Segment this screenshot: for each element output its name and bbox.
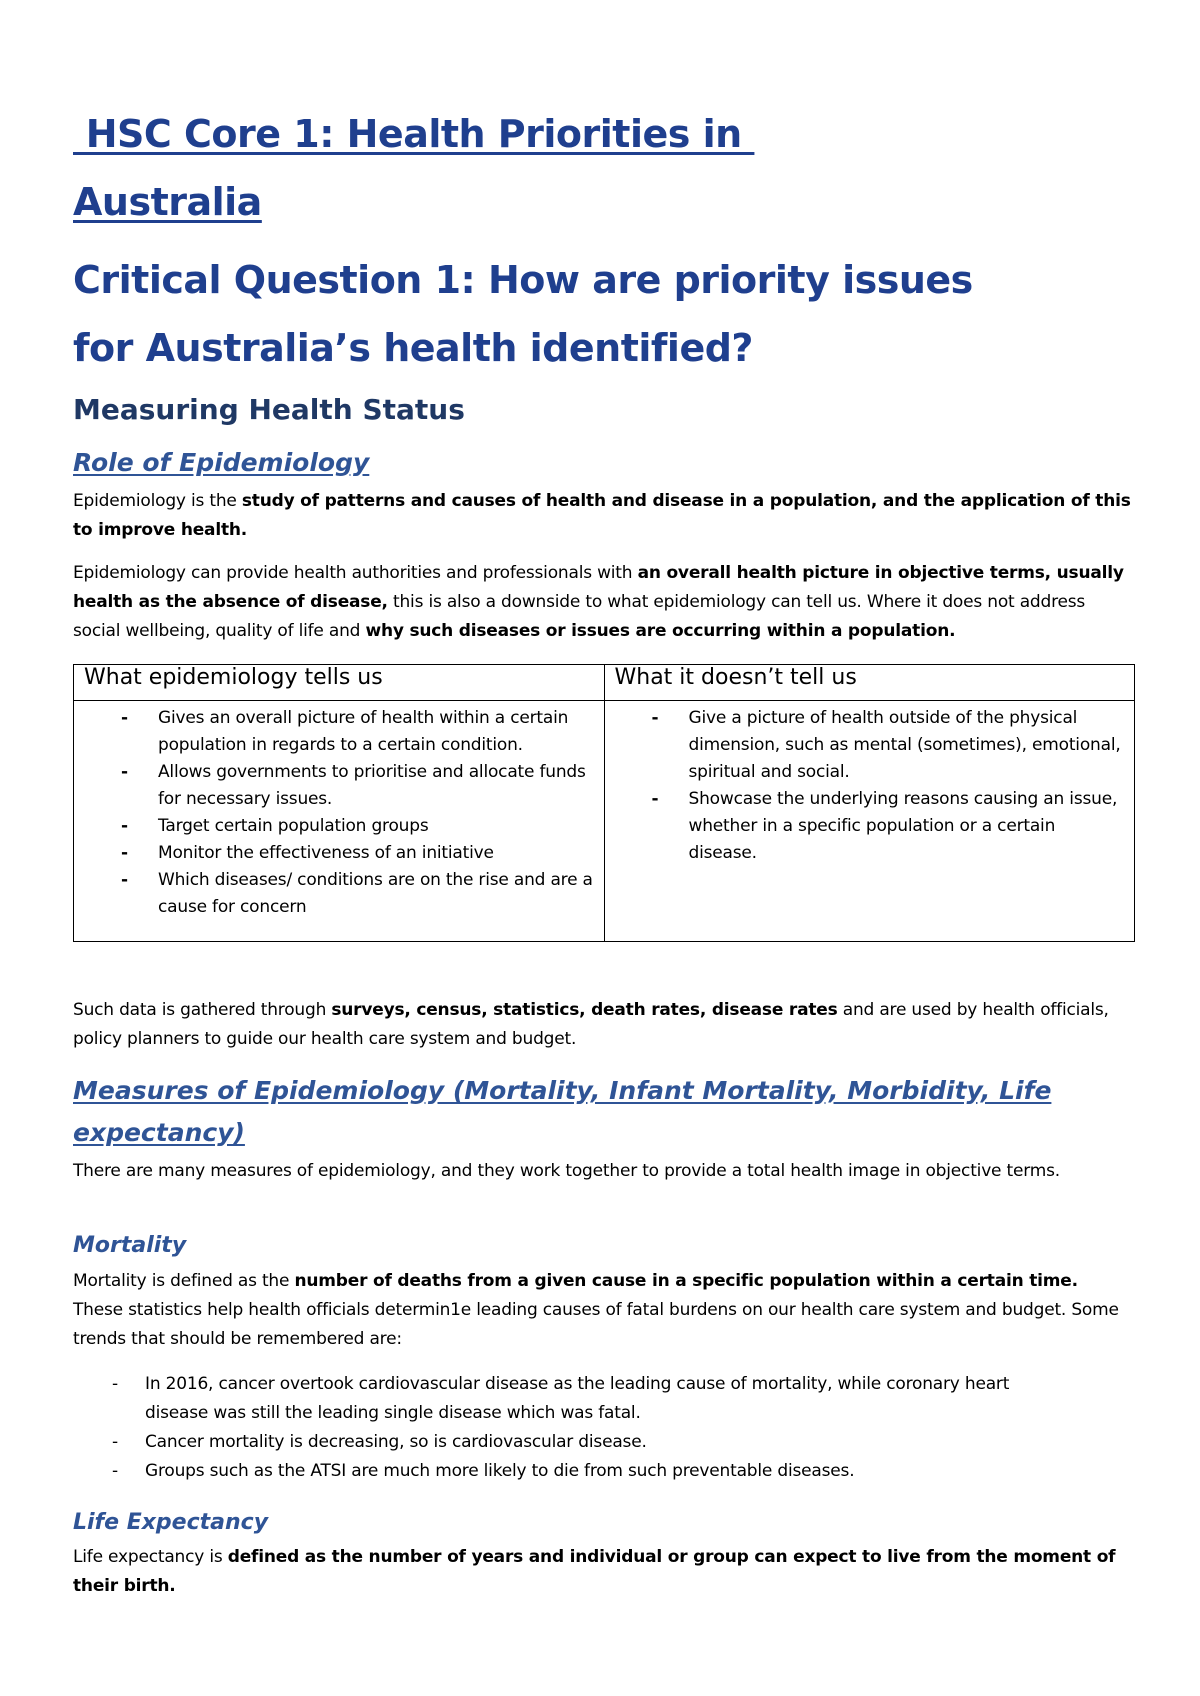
title-line-2: Australia [73,180,262,224]
role-definition [73,487,1133,545]
document-title [73,100,754,236]
text: Mortality is defined as the [73,1271,295,1291]
epidemiology-table [73,664,1135,942]
bold-text: study of patterns and causes of health and disease in a population, and the application of this to improve health. [73,491,1131,540]
bold-text: why such diseases or issues are occurring within a population. [365,621,956,641]
mortality-heading: Mortality [73,1233,187,1258]
measures-heading: Measures of Epidemiology (Mortality, Infant Mortality, Morbidity, Life expectancy) [73,1076,1052,1147]
list-item: - Gives an overall picture of health within a certain population in regards to a certain condition. [74,705,596,759]
list-item: - Cancer mortality is decreasing, so is cardiovascular disease. [73,1428,1073,1457]
section-heading: Measuring Health Status [73,393,465,426]
text: These statistics help health officials determin1e leading causes of fatal burdens on our health care system and budget. Some trends that should be remembered are: [73,1300,1119,1349]
tells-list [74,705,596,921]
text: this is also a downside to what epidemiology can tell us. Where it does not address social wellbeing, quality of life and [73,592,1086,641]
text: Such data is gathered through [73,1000,332,1020]
critical-question [73,246,973,382]
list-item: - Groups such as the ATSI are much more likely to die from such preventable diseases. [73,1457,1073,1486]
list-item: - Monitor the effectiveness of an initiative [74,840,596,867]
list-item: - Target certain population groups [74,813,596,840]
measures-intro: There are many measures of epidemiology, and they work together to provide a total health image in objective terms. [73,1161,1060,1181]
role-heading: Role of Epidemiology [73,448,370,477]
list-item: - Which diseases/ conditions are on the rise and are a cause for concern [74,867,596,921]
table-header-tells: What epidemiology tells us [74,665,605,701]
bold-text: number of deaths from a given cause in a specific population within a certain time. [294,1271,1078,1291]
mortality-paragraph [73,1267,1133,1354]
table-header-doesnt-tell: What it doesn’t tell us [604,665,1135,701]
data-gathering-paragraph [73,996,1133,1054]
role-overview [73,559,1133,646]
mortality-trends-list [73,1370,1073,1486]
life-expectancy-heading: Life Expectancy [73,1510,269,1535]
title-line-1: HSC Core 1: Health Priorities in [73,112,755,156]
text: Epidemiology can provide health authorities and professionals with [73,563,638,583]
list-item: - Showcase the underlying reasons causing an issue, whether in a specific population or a certain disease. [605,786,1127,867]
table-cell-tells [74,701,605,942]
bold-text: defined as the number of years and individual or group can expect to live from the moment of their birth. [73,1547,1116,1596]
question-line-2: for Australia’s health identified? [73,326,753,370]
question-line-1: Critical Question 1: How are priority issues [73,258,973,302]
text: Epidemiology is the [73,491,242,511]
bold-text: surveys, census, statistics, death rates, disease rates [331,1000,838,1020]
list-item: - Allows governments to prioritise and allocate funds for necessary issues. [74,759,596,813]
list-item: - In 2016, cancer overtook cardiovascular disease as the leading cause of mortality, while coronary heart disease was still the leading single disease which was fatal. [73,1370,1073,1428]
bold-text: an overall health picture in objective terms, usually health as the absence of disease, [73,563,1124,612]
text: and are used by health officials, policy planners to guide our health care system and budget. [73,1000,1109,1049]
life-expectancy-paragraph [73,1543,1133,1601]
text: Life expectancy is [73,1547,228,1567]
doesnt-tell-list [605,705,1127,867]
list-item: - Give a picture of health outside of the physical dimension, such as mental (sometimes), emotional, spiritual and social. [605,705,1127,786]
table-cell-doesnt-tell [604,701,1135,942]
